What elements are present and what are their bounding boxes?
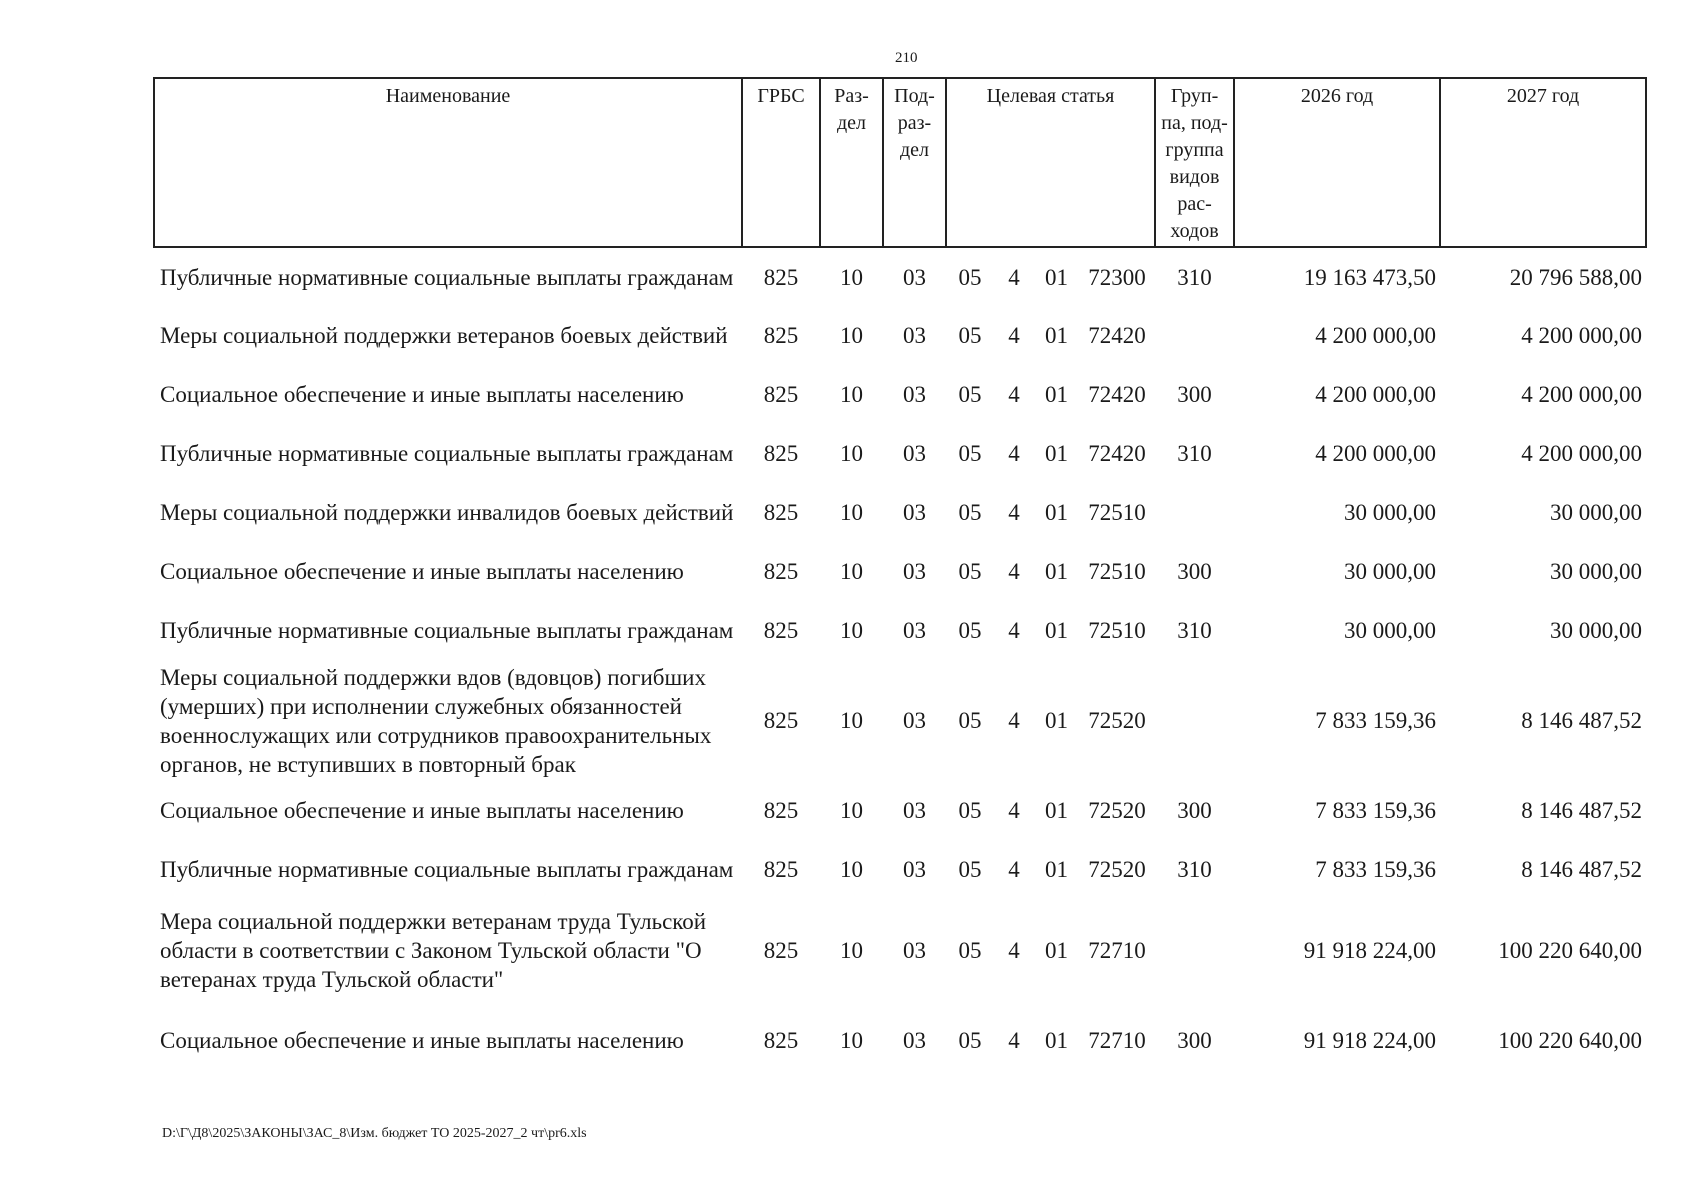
- cell-t1: 05: [958, 323, 982, 348]
- cell-y2026: 19 163 473,50: [1303, 264, 1437, 290]
- table-row: [154, 247, 1646, 306]
- cell-y2027: 8 146 487,52: [1521, 708, 1643, 733]
- cell-name: Меры социальной поддержки вдов (вдовцов) погибших (умерших) при исполнении служебных обязанностей военнослужащих или сотрудников правоохранительных органов, не вступивших в повторный брак: [160, 664, 712, 777]
- cell-t2: 4: [1008, 500, 1020, 525]
- cell-name: Мера социальной поддержки ветеранам труда Тульской области в соответствии с Законом Тульской области "О ветеранах труда Тульской области": [160, 909, 707, 992]
- cell-t4: 72710: [1088, 1027, 1146, 1053]
- cell-group: [1155, 306, 1234, 365]
- cell-y2026: 30 000,00: [1344, 559, 1437, 584]
- cell-razdel: 10: [840, 857, 863, 882]
- cell-podrazdel: 03: [903, 798, 926, 823]
- cell-name: Социальное обеспечение и иные выплаты населению: [160, 382, 684, 407]
- cell-y2027: 4 200 000,00: [1521, 382, 1643, 407]
- cell-t1: 05: [958, 441, 982, 466]
- cell-name: Публичные нормативные социальные выплаты гражданам: [160, 441, 734, 466]
- header-razdel: Раз- дел: [820, 78, 883, 247]
- cell-y2027: 30 000,00: [1550, 559, 1643, 584]
- cell-group: 300: [1177, 798, 1212, 823]
- cell-y2026: 91 918 224,00: [1303, 1027, 1437, 1053]
- cell-t3: 01: [1045, 618, 1068, 643]
- cell-podrazdel: 03: [903, 1027, 926, 1053]
- table-row: [154, 781, 1646, 840]
- table-row: [154, 542, 1646, 601]
- cell-t1: 05: [958, 500, 982, 525]
- cell-t2: 4: [1008, 618, 1020, 643]
- cell-group: 310: [1177, 264, 1212, 290]
- cell-y2027: 4 200 000,00: [1521, 323, 1643, 348]
- cell-t3: 01: [1045, 559, 1068, 584]
- cell-razdel: 10: [840, 323, 863, 348]
- cell-grbs: 825: [763, 500, 799, 525]
- cell-t1: 05: [958, 708, 982, 733]
- cell-grbs: 825: [763, 441, 799, 466]
- cell-grbs: 825: [763, 618, 799, 643]
- cell-y2027: 100 220 640,00: [1498, 938, 1643, 963]
- cell-y2027: 4 200 000,00: [1521, 441, 1643, 466]
- cell-podrazdel: 03: [903, 857, 926, 882]
- cell-t3: 01: [1045, 857, 1068, 882]
- cell-razdel: 10: [840, 500, 863, 525]
- cell-t4: 72420: [1088, 323, 1146, 348]
- cell-grbs: 825: [763, 264, 799, 290]
- cell-y2027: 8 146 487,52: [1521, 857, 1643, 882]
- cell-group: 300: [1177, 1027, 1212, 1053]
- cell-podrazdel: 03: [903, 618, 926, 643]
- cell-razdel: 10: [840, 1027, 863, 1053]
- cell-razdel: 10: [840, 938, 863, 963]
- cell-grbs: 825: [763, 857, 799, 882]
- page-number: 210: [895, 50, 918, 66]
- cell-t1: 05: [958, 382, 982, 407]
- cell-t2: 4: [1008, 857, 1020, 882]
- cell-t4: 72520: [1088, 798, 1146, 823]
- header-expense-group: Груп- па, под- группа видов рас- ходов: [1155, 78, 1234, 247]
- cell-t3: 01: [1045, 938, 1068, 963]
- table-row: [154, 899, 1646, 1002]
- cell-group: 300: [1177, 559, 1212, 584]
- cell-name: Социальное обеспечение и иные выплаты населению: [160, 1027, 684, 1053]
- cell-grbs: 825: [763, 559, 799, 584]
- table-row: [154, 424, 1646, 483]
- cell-t2: 4: [1008, 264, 1020, 290]
- cell-grbs: 825: [763, 798, 799, 823]
- cell-t1: 05: [958, 1027, 982, 1053]
- cell-razdel: 10: [840, 441, 863, 466]
- cell-t4: 72300: [1088, 264, 1146, 290]
- cell-podrazdel: 03: [903, 938, 926, 963]
- cell-y2026: 30 000,00: [1344, 618, 1437, 643]
- cell-t4: 72710: [1088, 938, 1146, 963]
- file-path-footer: D:\Г\Д8\2025\ЗАКОНЫ\ЗАС_8\Изм. бюджет ТО 2025-2027_2 чт\pr6.xls: [162, 1126, 587, 1141]
- cell-podrazdel: 03: [903, 382, 926, 407]
- cell-grbs: 825: [763, 1027, 799, 1053]
- cell-name: Публичные нормативные социальные выплаты гражданам: [160, 618, 734, 643]
- header-2027: 2027 год: [1440, 78, 1646, 247]
- cell-t4: 72510: [1088, 559, 1146, 584]
- header-row: [154, 78, 1646, 247]
- cell-t1: 05: [958, 798, 982, 823]
- cell-t1: 05: [958, 618, 982, 643]
- cell-y2026: 7 833 159,36: [1315, 857, 1437, 882]
- cell-group: 310: [1177, 857, 1212, 882]
- cell-y2027: 30 000,00: [1550, 500, 1643, 525]
- cell-group: [1155, 660, 1234, 781]
- cell-t3: 01: [1045, 264, 1068, 290]
- cell-y2026: 4 200 000,00: [1315, 441, 1437, 466]
- cell-t2: 4: [1008, 559, 1020, 584]
- cell-y2026: 7 833 159,36: [1315, 708, 1437, 733]
- cell-podrazdel: 03: [903, 500, 926, 525]
- table-row: [154, 660, 1646, 781]
- cell-razdel: 10: [840, 798, 863, 823]
- cell-t2: 4: [1008, 938, 1020, 963]
- cell-t3: 01: [1045, 441, 1068, 466]
- cell-t4: 72520: [1088, 708, 1146, 733]
- cell-y2027: 20 796 588,00: [1509, 264, 1643, 290]
- cell-t1: 05: [958, 857, 982, 882]
- cell-y2026: 91 918 224,00: [1303, 938, 1437, 963]
- table-row: [154, 306, 1646, 365]
- cell-y2026: 4 200 000,00: [1315, 382, 1437, 407]
- cell-t3: 01: [1045, 323, 1068, 348]
- cell-t2: 4: [1008, 323, 1020, 348]
- cell-y2027: 8 146 487,52: [1521, 798, 1643, 823]
- cell-y2027: 100 220 640,00: [1498, 1027, 1643, 1053]
- cell-razdel: 10: [840, 264, 863, 290]
- cell-group: 310: [1177, 441, 1212, 466]
- cell-group: [1155, 899, 1234, 1002]
- cell-grbs: 825: [763, 382, 799, 407]
- cell-podrazdel: 03: [903, 559, 926, 584]
- cell-razdel: 10: [840, 618, 863, 643]
- cell-y2026: 4 200 000,00: [1315, 323, 1437, 348]
- cell-razdel: 10: [840, 559, 863, 584]
- cell-t4: 72420: [1088, 441, 1146, 466]
- header-target-article: Целевая статья: [946, 78, 1155, 247]
- cell-t1: 05: [958, 264, 982, 290]
- cell-t1: 05: [958, 938, 982, 963]
- cell-t4: 72510: [1088, 618, 1146, 643]
- table-row: [154, 483, 1646, 542]
- header-2026: 2026 год: [1234, 78, 1440, 247]
- cell-t2: 4: [1008, 798, 1020, 823]
- cell-name: Меры социальной поддержки ветеранов боевых действий: [160, 323, 728, 348]
- table-row: [154, 365, 1646, 424]
- cell-podrazdel: 03: [903, 708, 926, 733]
- cell-t2: 4: [1008, 708, 1020, 733]
- cell-name: Публичные нормативные социальные выплаты гражданам: [160, 857, 734, 882]
- header-grbs: ГРБС: [742, 78, 820, 247]
- table-row: [154, 840, 1646, 899]
- cell-t4: 72520: [1088, 857, 1146, 882]
- cell-name: Публичные нормативные социальные выплаты гражданам: [160, 264, 734, 290]
- cell-t3: 01: [1045, 500, 1068, 525]
- cell-t3: 01: [1045, 708, 1068, 733]
- cell-razdel: 10: [840, 708, 863, 733]
- cell-podrazdel: 03: [903, 264, 926, 290]
- cell-group: [1155, 483, 1234, 542]
- cell-t2: 4: [1008, 1027, 1020, 1053]
- table-row: [154, 601, 1646, 660]
- budget-table: [153, 77, 1647, 1078]
- cell-name: Социальное обеспечение и иные выплаты населению: [160, 559, 684, 584]
- cell-podrazdel: 03: [903, 323, 926, 348]
- cell-razdel: 10: [840, 382, 863, 407]
- cell-name: Меры социальной поддержки инвалидов боевых действий: [160, 500, 734, 525]
- cell-podrazdel: 03: [903, 441, 926, 466]
- cell-t1: 05: [958, 559, 982, 584]
- cell-t2: 4: [1008, 441, 1020, 466]
- cell-y2026: 7 833 159,36: [1315, 798, 1437, 823]
- table-row: [154, 1002, 1646, 1078]
- cell-y2027: 30 000,00: [1550, 618, 1643, 643]
- cell-group: 310: [1177, 618, 1212, 643]
- cell-t3: 01: [1045, 1027, 1068, 1053]
- cell-t3: 01: [1045, 798, 1068, 823]
- cell-t3: 01: [1045, 382, 1068, 407]
- header-podrazdel: Под- раз- дел: [883, 78, 946, 247]
- cell-name: Социальное обеспечение и иные выплаты населению: [160, 798, 684, 823]
- cell-grbs: 825: [763, 938, 799, 963]
- cell-y2026: 30 000,00: [1344, 500, 1437, 525]
- cell-t4: 72510: [1088, 500, 1146, 525]
- cell-grbs: 825: [763, 323, 799, 348]
- cell-t4: 72420: [1088, 382, 1146, 407]
- cell-group: 300: [1177, 382, 1212, 407]
- header-name: Наименование: [154, 78, 742, 247]
- cell-t2: 4: [1008, 382, 1020, 407]
- cell-grbs: 825: [763, 708, 799, 733]
